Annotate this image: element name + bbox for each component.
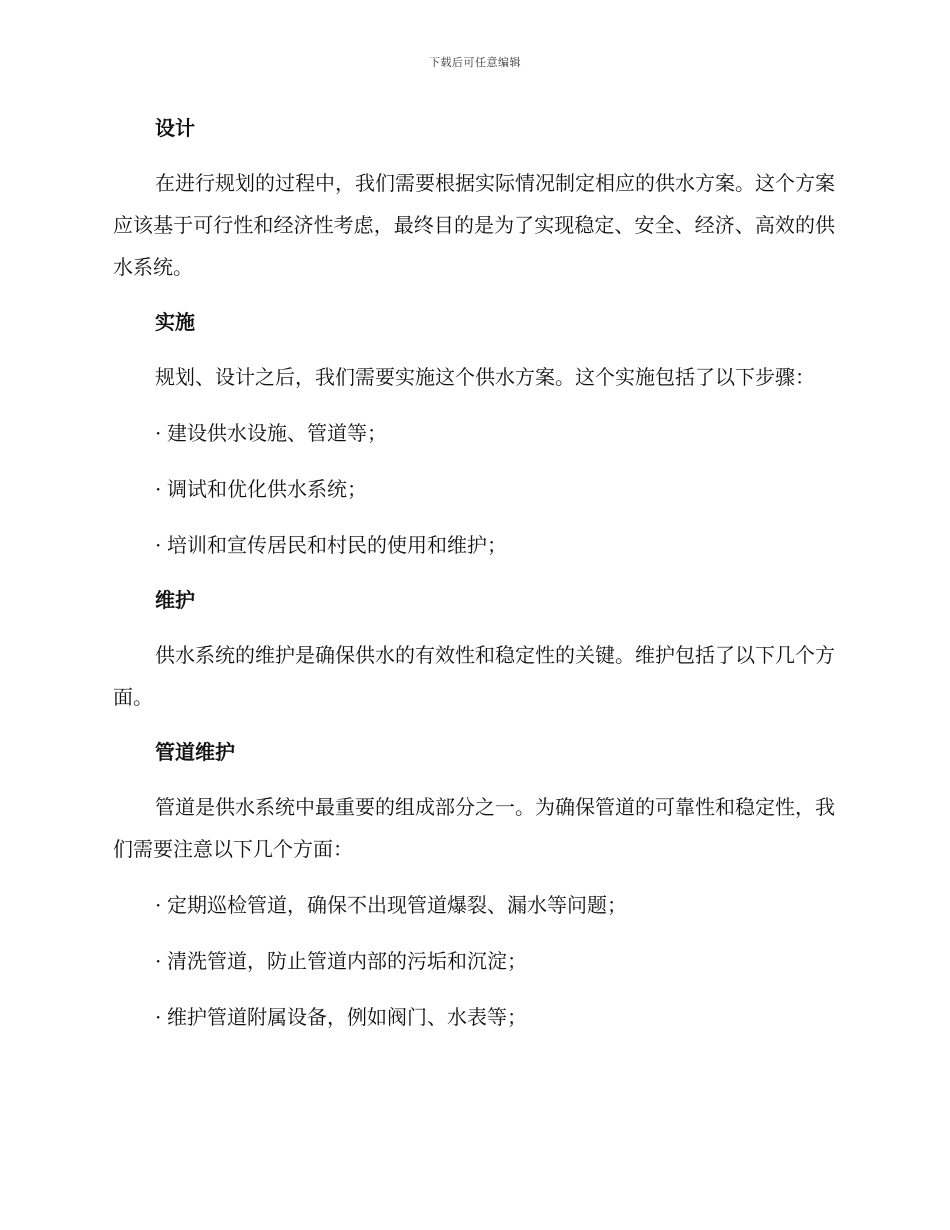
- paragraph-maintenance: 供水系统的维护是确保供水的有效性和稳定性的关键。维护包括了以下几个方面。: [113, 643, 835, 709]
- section-heading-pipe-maintenance: 管道维护: [155, 740, 235, 764]
- list-item: [113, 940, 835, 982]
- section-heading-design: 设计: [155, 116, 195, 140]
- list-item: [113, 524, 835, 566]
- paragraph-implementation: 规划、设计之后，我们需要实施这个供水方案。这个实施包括了以下步骤：: [155, 365, 815, 389]
- page-header: 下载后可任意编辑: [429, 56, 521, 69]
- list-item: [113, 996, 835, 1038]
- bullet-icon: ·: [155, 477, 162, 501]
- paragraph-pipe-maintenance: 管道是供水系统中最重要的组成部分之一。为确保管道的可靠性和稳定性，我们需要注意以下几个方面：: [113, 795, 835, 861]
- bullet-icon: ·: [155, 421, 162, 445]
- list-item-text: 定期巡检管道，确保不出现管道爆裂、漏水等问题；: [167, 893, 627, 917]
- section-heading-implementation: 实施: [155, 310, 195, 334]
- list-item: [113, 884, 835, 926]
- list-item-text: 建设供水设施、管道等；: [167, 421, 387, 445]
- list-item: [113, 412, 835, 454]
- document-body: [113, 108, 835, 1052]
- bullet-icon: ·: [155, 893, 162, 917]
- section-heading-maintenance: 维护: [155, 588, 195, 612]
- bullet-icon: ·: [155, 949, 162, 973]
- bullet-icon: ·: [155, 1005, 162, 1029]
- list-item-text: 培训和宣传居民和村民的使用和维护；: [167, 533, 507, 557]
- paragraph-design: 在进行规划的过程中，我们需要根据实际情况制定相应的供水方案。这个方案应该基于可行性和经济性考虑，最终目的是为了实现稳定、安全、经济、高效的供水系统。: [113, 171, 835, 279]
- list-item-text: 维护管道附属设备，例如阀门、水表等；: [167, 1005, 527, 1029]
- list-item-text: 清洗管道，防止管道内部的污垢和沉淀；: [167, 949, 527, 973]
- list-item: [113, 468, 835, 510]
- list-item-text: 调试和优化供水系统；: [167, 477, 367, 501]
- bullet-icon: ·: [155, 533, 162, 557]
